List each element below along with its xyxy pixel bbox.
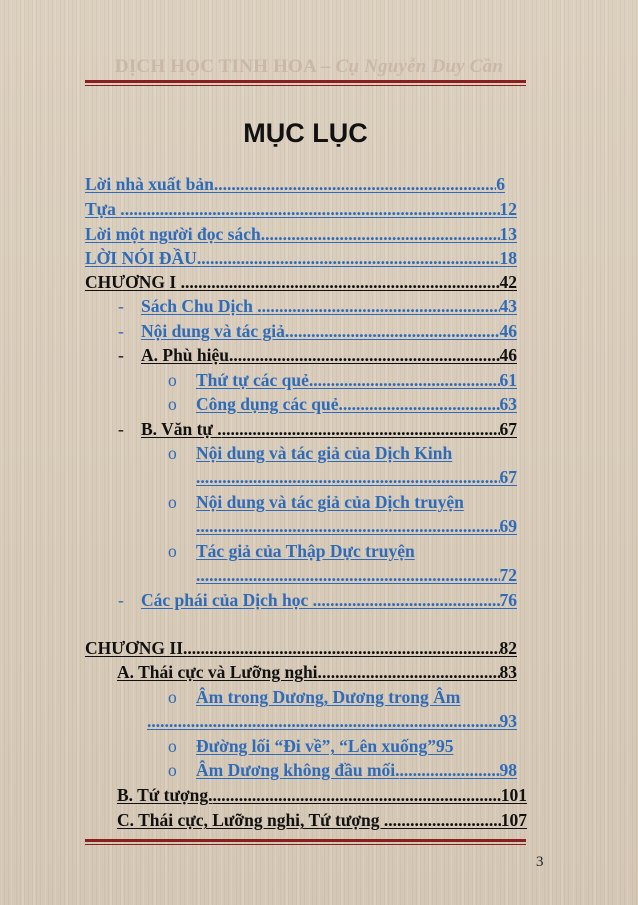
toc-leader-dots — [322, 660, 500, 684]
toc-leader-dots — [187, 636, 499, 660]
toc-entry — [141, 343, 517, 367]
toc-leader-dots — [400, 758, 500, 782]
toc-entry — [117, 783, 527, 807]
toc-entry — [117, 808, 527, 832]
toc-leader-dots — [313, 368, 499, 392]
toc-entry-label: CHƯƠNG II. — [85, 638, 188, 658]
circle-bullet: o — [168, 541, 177, 561]
toc-leader-dots — [222, 417, 500, 441]
circle-bullet: o — [168, 370, 177, 390]
toc-page-number: 67 — [499, 419, 517, 439]
toc-entry-label: Công dụng các quẻ. — [196, 394, 343, 414]
toc-entry-label: Lời một người đọc sách. — [85, 224, 266, 244]
toc-leader-dots — [196, 465, 500, 489]
toc-entry[interactable] — [196, 539, 517, 563]
toc-leader-dots — [147, 709, 500, 733]
toc-entry[interactable] — [85, 197, 517, 221]
toc-page-number: 46 — [499, 345, 517, 365]
toc-entry[interactable] — [196, 441, 517, 465]
toc-page-number: 63 — [499, 394, 517, 414]
toc-page-number: 95 — [435, 736, 454, 756]
toc-page-number: 83 — [499, 662, 517, 682]
toc-leader-dots — [196, 514, 500, 538]
toc-leader-dots — [317, 588, 500, 612]
toc-page-number: 13 — [499, 224, 517, 244]
toc-entry-label: Nội dung và tác giả. — [141, 321, 290, 341]
dash-bullet: - — [118, 296, 124, 316]
toc-entry[interactable] — [196, 563, 517, 587]
toc-page-number: 98 — [499, 760, 517, 780]
toc-entry-label: Lời nhà xuất bản. — [85, 174, 219, 194]
page-title: MỤC LỤC — [243, 118, 368, 148]
circle-bullet: o — [168, 492, 177, 512]
toc-entry[interactable] — [196, 392, 517, 416]
toc-entry[interactable] — [196, 734, 517, 758]
toc-page-number: 46 — [499, 321, 517, 341]
toc-entry[interactable] — [85, 246, 517, 270]
toc-page-number: 42 — [499, 272, 517, 292]
circle-bullet: o — [168, 394, 177, 414]
toc-entry-label: Nội dung và tác giả của Dịch Kinh — [196, 443, 453, 463]
toc-entry-label: Tác giả của Thập Dực truyện — [196, 541, 415, 561]
toc-page-number: 101 — [500, 785, 527, 805]
toc-entry-label: LỜI NÓI ĐẦU. — [85, 248, 202, 268]
toc-entry-label: B. Văn tự . — [141, 419, 222, 439]
toc-entry-label: Đường lối “Đi về”, “Lên xuống” — [196, 736, 436, 756]
toc-entry[interactable] — [85, 222, 517, 246]
toc-entry[interactable] — [141, 294, 517, 318]
dash-bullet: - — [118, 590, 124, 610]
circle-bullet: o — [168, 687, 177, 707]
toc-leader-dots — [343, 392, 500, 416]
toc-page-number: 76 — [499, 590, 517, 610]
header-book-title: DỊCH HỌC TINH HOA — [114, 56, 316, 77]
header-author: Cụ Nguyễn Duy Cần — [335, 56, 504, 77]
toc-entry[interactable] — [196, 368, 517, 392]
toc-entry — [117, 660, 517, 684]
toc-page-number: 67 — [499, 467, 517, 487]
circle-bullet: o — [168, 736, 177, 756]
circle-bullet: o — [168, 760, 177, 780]
toc-entry[interactable] — [141, 588, 517, 612]
page-number: 3 — [536, 854, 544, 870]
toc-entry-label: C. Thái cực, Lưỡng nghi, Tứ tượng . — [117, 810, 389, 830]
toc-leader-dots — [213, 783, 501, 807]
toc-leader-dots — [196, 563, 500, 587]
toc-entry-label: Tựa . — [85, 199, 125, 219]
toc-entry[interactable] — [196, 465, 517, 489]
toc-entry[interactable] — [141, 319, 517, 343]
toc-entry-label: B. Tứ tượng. — [117, 785, 213, 805]
toc-page-number: 69 — [499, 516, 517, 536]
circle-bullet: o — [168, 443, 177, 463]
toc-entry[interactable] — [196, 685, 522, 709]
toc-page-number: 43 — [499, 296, 517, 316]
toc-entry[interactable] — [85, 172, 505, 196]
toc-leader-dots — [218, 172, 496, 196]
toc-leader-dots — [262, 294, 500, 318]
toc-page-number: 61 — [499, 370, 517, 390]
toc-entry-label: Các phái của Dịch học . — [141, 590, 317, 610]
toc-entry-label: CHƯƠNG I . — [85, 272, 185, 292]
toc-page-number: 12 — [499, 199, 517, 219]
header-separator: – — [315, 56, 336, 77]
toc-entry[interactable] — [196, 758, 517, 782]
toc-entry[interactable] — [147, 709, 517, 733]
toc-entry-label: A. Phù hiệu. — [141, 345, 234, 365]
toc-entry — [85, 636, 517, 660]
footer-rule — [85, 839, 526, 845]
header-rule — [85, 80, 526, 86]
toc-entry-label: Thứ tự các quẻ. — [196, 370, 314, 390]
toc-entry[interactable] — [196, 490, 522, 514]
toc-entry — [141, 417, 517, 441]
toc-leader-dots — [289, 319, 499, 343]
toc-page-number: 107 — [500, 810, 527, 830]
toc-entry-label: Nội dung và tác giả của Dịch truyện — [196, 492, 464, 512]
toc-page-number: 72 — [499, 565, 517, 585]
toc-entry-label: A. Thái cực và Lưỡng nghi. — [117, 662, 322, 682]
toc-leader-dots — [233, 343, 499, 367]
toc-entry-label: Sách Chu Dịch . — [141, 296, 262, 316]
toc-leader-dots — [265, 222, 499, 246]
toc-entry-label: Âm Dương không đầu mối. — [196, 760, 400, 780]
toc-entry[interactable] — [196, 514, 517, 538]
dash-bullet: - — [118, 321, 124, 341]
toc-entry — [85, 270, 517, 294]
toc-leader-dots — [125, 197, 500, 221]
toc-leader-dots — [185, 270, 500, 294]
toc-entry-label: Âm trong Dương, Dương trong Âm — [196, 687, 461, 707]
dash-bullet: - — [118, 419, 124, 439]
dash-bullet: - — [118, 345, 124, 365]
running-header — [85, 56, 533, 78]
toc-page-number: 93 — [499, 711, 517, 731]
toc-page-number: 82 — [499, 638, 517, 658]
toc-page-number: 6 — [496, 174, 505, 194]
toc-page-number: 18 — [499, 248, 517, 268]
toc-leader-dots — [201, 246, 499, 270]
toc-leader-dots — [388, 808, 500, 832]
